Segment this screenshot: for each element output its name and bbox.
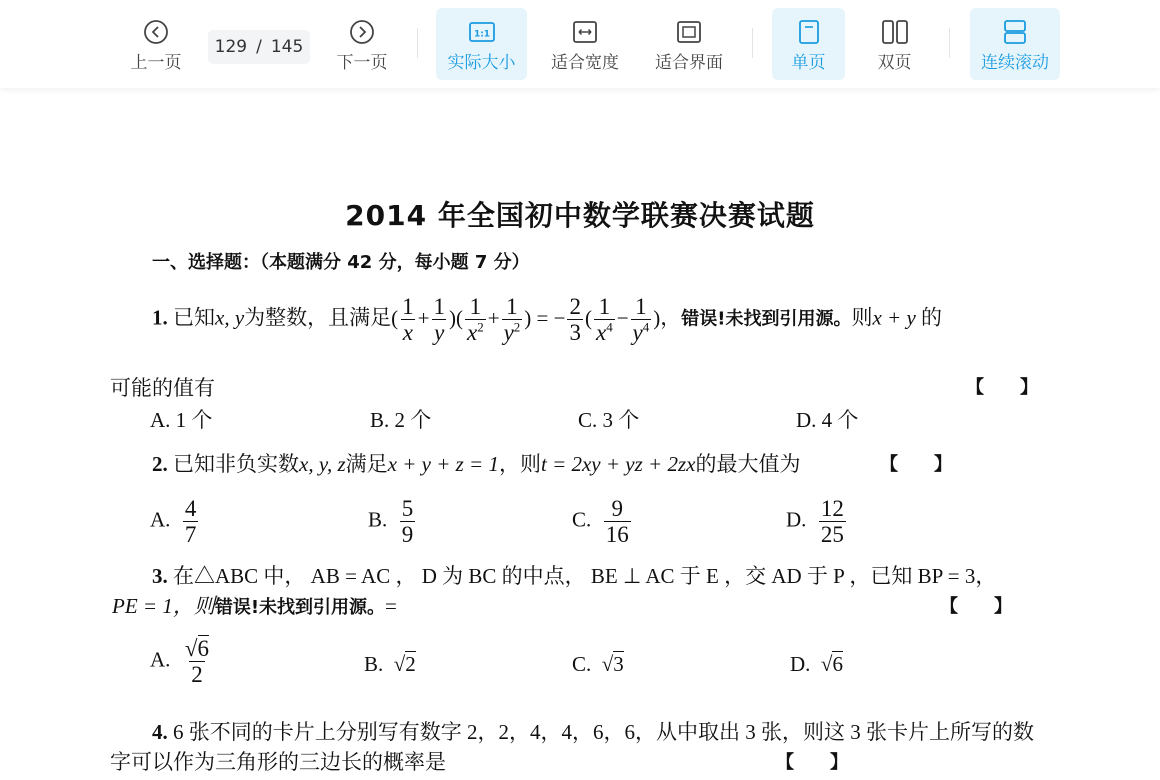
double-page-icon <box>881 18 909 46</box>
question-number: 4. <box>152 720 168 744</box>
question-2 <box>152 448 800 478</box>
q1-vars: x, y <box>215 305 245 330</box>
q1-text: 已知 <box>173 305 215 330</box>
q2-vars: x, y, z <box>299 452 346 476</box>
question-3 <box>152 560 996 590</box>
fit-screen-icon <box>675 18 703 46</box>
q1-text: 的 <box>921 305 943 330</box>
q3-option-a: A. $\frac{√6}{2}$ <box>150 636 210 688</box>
answer-bracket: 【 】 <box>940 596 1012 617</box>
q1-text: 为整数，且满足 <box>244 305 392 330</box>
question-4 <box>152 716 1034 746</box>
q4-text: 6 张不同的卡片上分别写有数字 2，2，4，4，6，6，从中取出 3 张，则这 3 张卡片上所写的数 <box>173 720 1034 744</box>
chevron-right-circle-icon <box>348 18 376 46</box>
q2-expr: t = 2xy + yz + 2zx <box>540 452 696 476</box>
question-1: 1. 已知x, y为整数，且满足( $\frac{1}{x}$ + $\frac{1}{y}$ )( $\frac{1}{x^2}$ + $\frac{1}{y^2}$ ) = − $\frac{2}{3}$ ( $\frac{1}{x^4}$ − $\frac{1}{y^4}$ )，错误!未找到引用源。则x + y 的 <box>152 294 943 346</box>
prev-page-button[interactable] <box>118 8 194 80</box>
question-3-line2 <box>112 590 397 620</box>
q1-option-c: C. 3 个 <box>578 408 640 432</box>
double-page-button[interactable] <box>858 8 931 80</box>
current-page-input[interactable]: 129 <box>214 37 248 57</box>
q1-expr: x + y <box>872 305 916 330</box>
double-page-label: 双页 <box>877 53 912 73</box>
toolbar-divider <box>752 28 753 58</box>
q3-option-b: B. √2 <box>364 652 416 676</box>
q1-formula: ( $\frac{1}{x}$ + $\frac{1}{y}$ )( $\frac{1}{x^2}$ + $\frac{1}{y^2}$ ) = − $\frac{2}{3}$ ( $\frac{1}{x^4}$ − $\frac{1}{y^4}$ ) <box>391 294 661 346</box>
actual-size-button[interactable] <box>436 8 527 80</box>
viewer-toolbar <box>0 0 1160 88</box>
q2-text: 满足 <box>345 452 388 476</box>
question-4-line2: 字可以作为三角形的三边长的概率是 <box>110 750 446 774</box>
fit-screen-label: 适合界面 <box>655 53 723 73</box>
q1-option-a: A. 1 个 <box>150 408 213 432</box>
question-number: 3. <box>152 564 168 588</box>
answer-bracket: 【 】 <box>880 454 952 475</box>
q3-text: 在△ABC 中， AB = AC ， D 为 BC 的中点， BE ⊥ AC 于 E ，交 AD 于 P ，已知 BP = 3， <box>173 564 997 588</box>
actual-size-icon <box>468 18 496 46</box>
q2-option-c: C. $\frac{9}{16}$ <box>572 496 629 548</box>
answer-bracket: 【 】 <box>966 377 1038 398</box>
toolbar-divider <box>417 28 418 58</box>
q1-option-b: B. 2 个 <box>370 408 432 432</box>
q2-option-b: B. $\frac{5}{9}$ <box>368 496 414 548</box>
section-heading: 一、选择题：（本题满分 42 分，每小题 7 分） <box>152 252 530 273</box>
answer-bracket: 【 】 <box>776 752 848 773</box>
document-title: 2014 年全国初中数学联赛决赛试题 <box>345 199 815 232</box>
single-page-button[interactable] <box>772 8 845 80</box>
total-pages: 145 <box>270 37 304 57</box>
chevron-left-circle-icon <box>142 18 170 46</box>
q3-text: PE = 1，则 <box>112 594 215 618</box>
actual-size-label: 实际大小 <box>447 53 516 73</box>
q3-text: = <box>385 594 397 618</box>
q3-option-d: D. √6 <box>790 652 843 676</box>
question-number: 2. <box>152 452 168 476</box>
next-page-button[interactable] <box>324 8 400 80</box>
toolbar-divider <box>949 28 950 58</box>
q1-option-d: D. 4 个 <box>796 408 859 432</box>
q1-text: 则 <box>851 305 873 330</box>
continuous-scroll-label: 连续滚动 <box>981 53 1049 73</box>
q2-cond: x + y + z = 1 <box>387 452 499 476</box>
q2-text: 已知非负实数 <box>173 452 299 476</box>
document-page <box>0 88 1160 780</box>
q2-text: ，则 <box>498 452 541 476</box>
single-page-icon <box>795 18 823 46</box>
continuous-scroll-button[interactable] <box>970 8 1060 80</box>
page-number-box[interactable] <box>208 30 310 64</box>
continuous-scroll-icon <box>1001 18 1029 46</box>
actual-size-icon-text: 1:1 <box>473 29 490 40</box>
q2-option-a: A. $\frac{4}{7}$ <box>150 496 197 548</box>
question-number: 1. <box>152 305 168 330</box>
page-separator: / <box>256 37 262 57</box>
reference-error: 错误!未找到引用源。 <box>681 308 852 330</box>
q2-text: 的最大值为 <box>695 452 801 476</box>
question-1-line2: 可能的值有 <box>110 376 215 400</box>
q3-option-c: C. √3 <box>572 652 624 676</box>
q2-option-d: D. $\frac{12}{25}$ <box>786 496 844 548</box>
fit-width-icon <box>571 18 599 46</box>
prev-page-label: 上一页 <box>130 53 182 73</box>
reference-error: 错误!未找到引用源。 <box>214 597 386 618</box>
fit-width-button[interactable] <box>540 8 630 80</box>
fit-screen-button[interactable] <box>644 8 734 80</box>
single-page-label: 单页 <box>791 53 826 73</box>
fit-width-label: 适合宽度 <box>551 53 619 73</box>
next-page-label: 下一页 <box>336 53 388 73</box>
